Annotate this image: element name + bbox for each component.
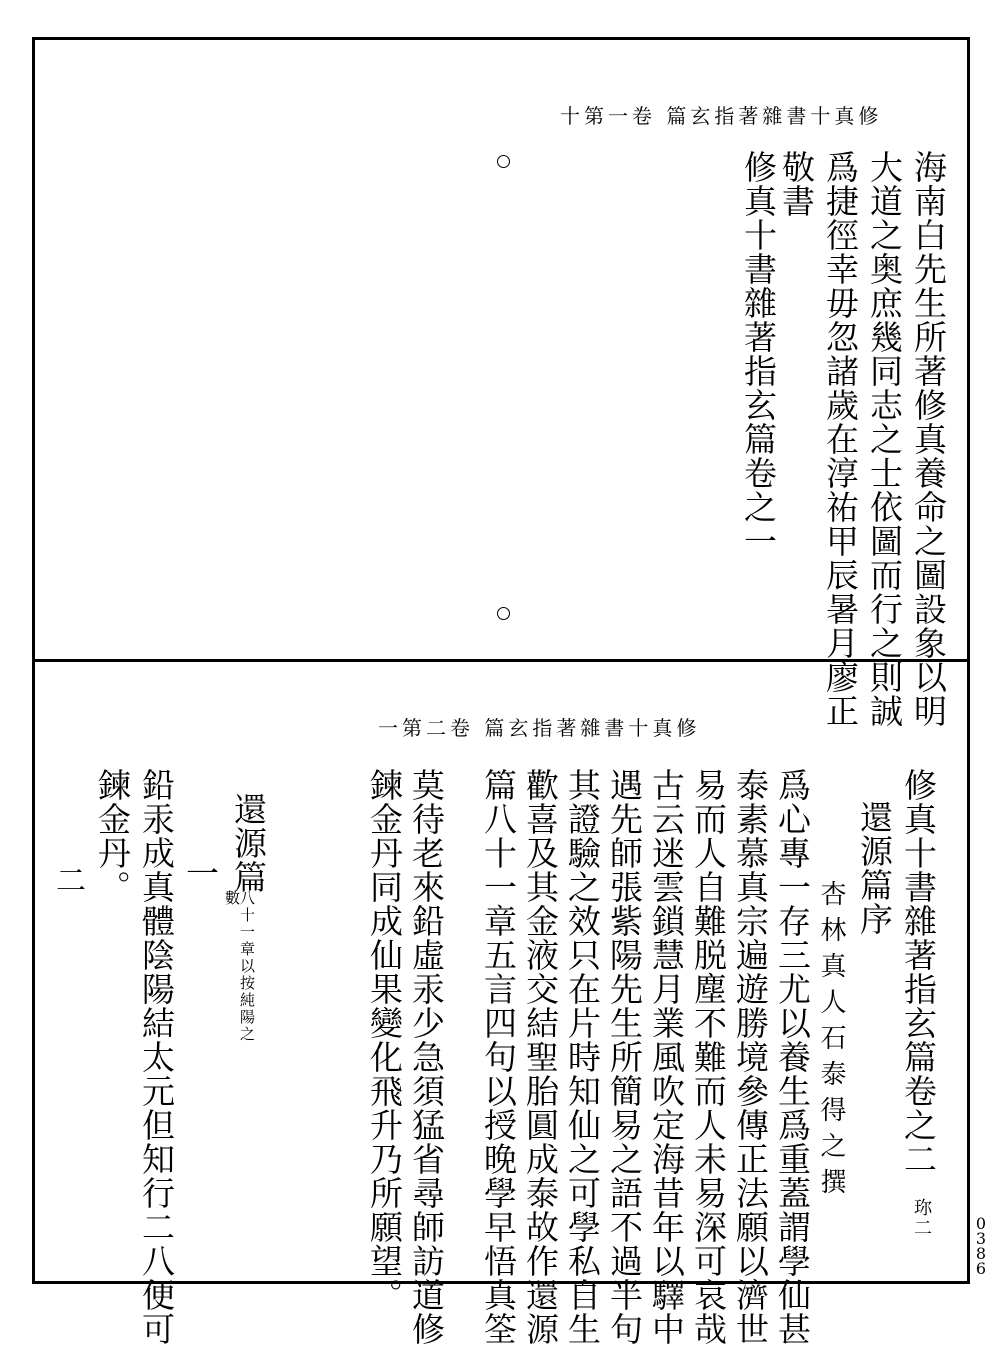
- margin-circle-mark: [497, 155, 510, 168]
- margin-circle-mark: [497, 607, 510, 620]
- side-catalog-code: [976, 1216, 986, 1276]
- bottom-column-title: 修真十書雜著指玄篇卷之二: [899, 768, 938, 1176]
- bottom-running-header: 修真十書雜著指玄篇 卷二第一: [378, 716, 701, 740]
- bottom-column-5: 泰素慕真宗遍遊勝境參傳正法願以濟世: [731, 768, 770, 1346]
- bottom-column-annotation: 八十一章以按純陽之數: [223, 890, 256, 1043]
- top-column-4: 敬書: [777, 150, 816, 218]
- page-number: 二: [56, 864, 86, 899]
- side-code-digit: 3: [975, 1229, 986, 1248]
- bottom-column-author: 杏林真人石泰得之撰: [816, 880, 846, 1204]
- top-running-header: 修真十書雜著指玄篇 卷一第十: [560, 104, 883, 128]
- top-column-2: 大道之奥庶幾同志之士依圖而行之則誠: [865, 150, 904, 728]
- bottom-column-12: 莫待老來鉛虛汞少急須猛省尋師訪道修: [407, 768, 446, 1346]
- bottom-column-section-heading: 還源篇: [229, 792, 268, 894]
- side-code-digit: 6: [975, 1259, 986, 1278]
- bottom-column-9: 其證驗之效只在片時知仙之可學私自生: [563, 768, 602, 1346]
- bottom-column-4: 爲心專一存三尤以養生爲重蓋謂學仙甚: [773, 768, 812, 1346]
- bottom-column-11: 篇八十一章五言四句以授晚學早悟真筌: [479, 768, 518, 1346]
- top-column-3: 爲捷徑幸毋忽諸歲在淳祐甲辰暑月廖正: [821, 150, 860, 728]
- top-column-5: 修真十書雜著指玄篇卷之一: [739, 150, 778, 558]
- bottom-column-7: 古云迷雲鎖慧月業風吹定海昔年以驛中: [647, 768, 686, 1346]
- side-code-digit: 0: [975, 1214, 986, 1233]
- side-code-digit: 8: [975, 1244, 986, 1263]
- bottom-column-chapter-one: 一: [181, 856, 220, 890]
- bottom-column-13: 鍊金丹同成仙果變化飛升乃所願望。: [365, 768, 404, 1312]
- bottom-column-verse-1: 鉛汞成真體陰陽結太元但知行二八便可: [137, 768, 176, 1346]
- bottom-column-6: 易而人自難脱塵不難而人未易深可哀哉: [689, 768, 728, 1346]
- top-column-1: 海南白先生所著修真養命之圖設象以明: [909, 150, 948, 728]
- side-mark: 珎二: [911, 1198, 932, 1238]
- bottom-column-10: 歡喜及其金液交結聖胎圓成泰故作還源: [521, 768, 560, 1346]
- bottom-column-8: 遇先師張紫陽先生所簡易之語不過半句: [605, 768, 644, 1346]
- bottom-column-section: 還源篇序: [855, 800, 894, 936]
- bottom-column-verse-2: 鍊金丹。: [93, 768, 132, 904]
